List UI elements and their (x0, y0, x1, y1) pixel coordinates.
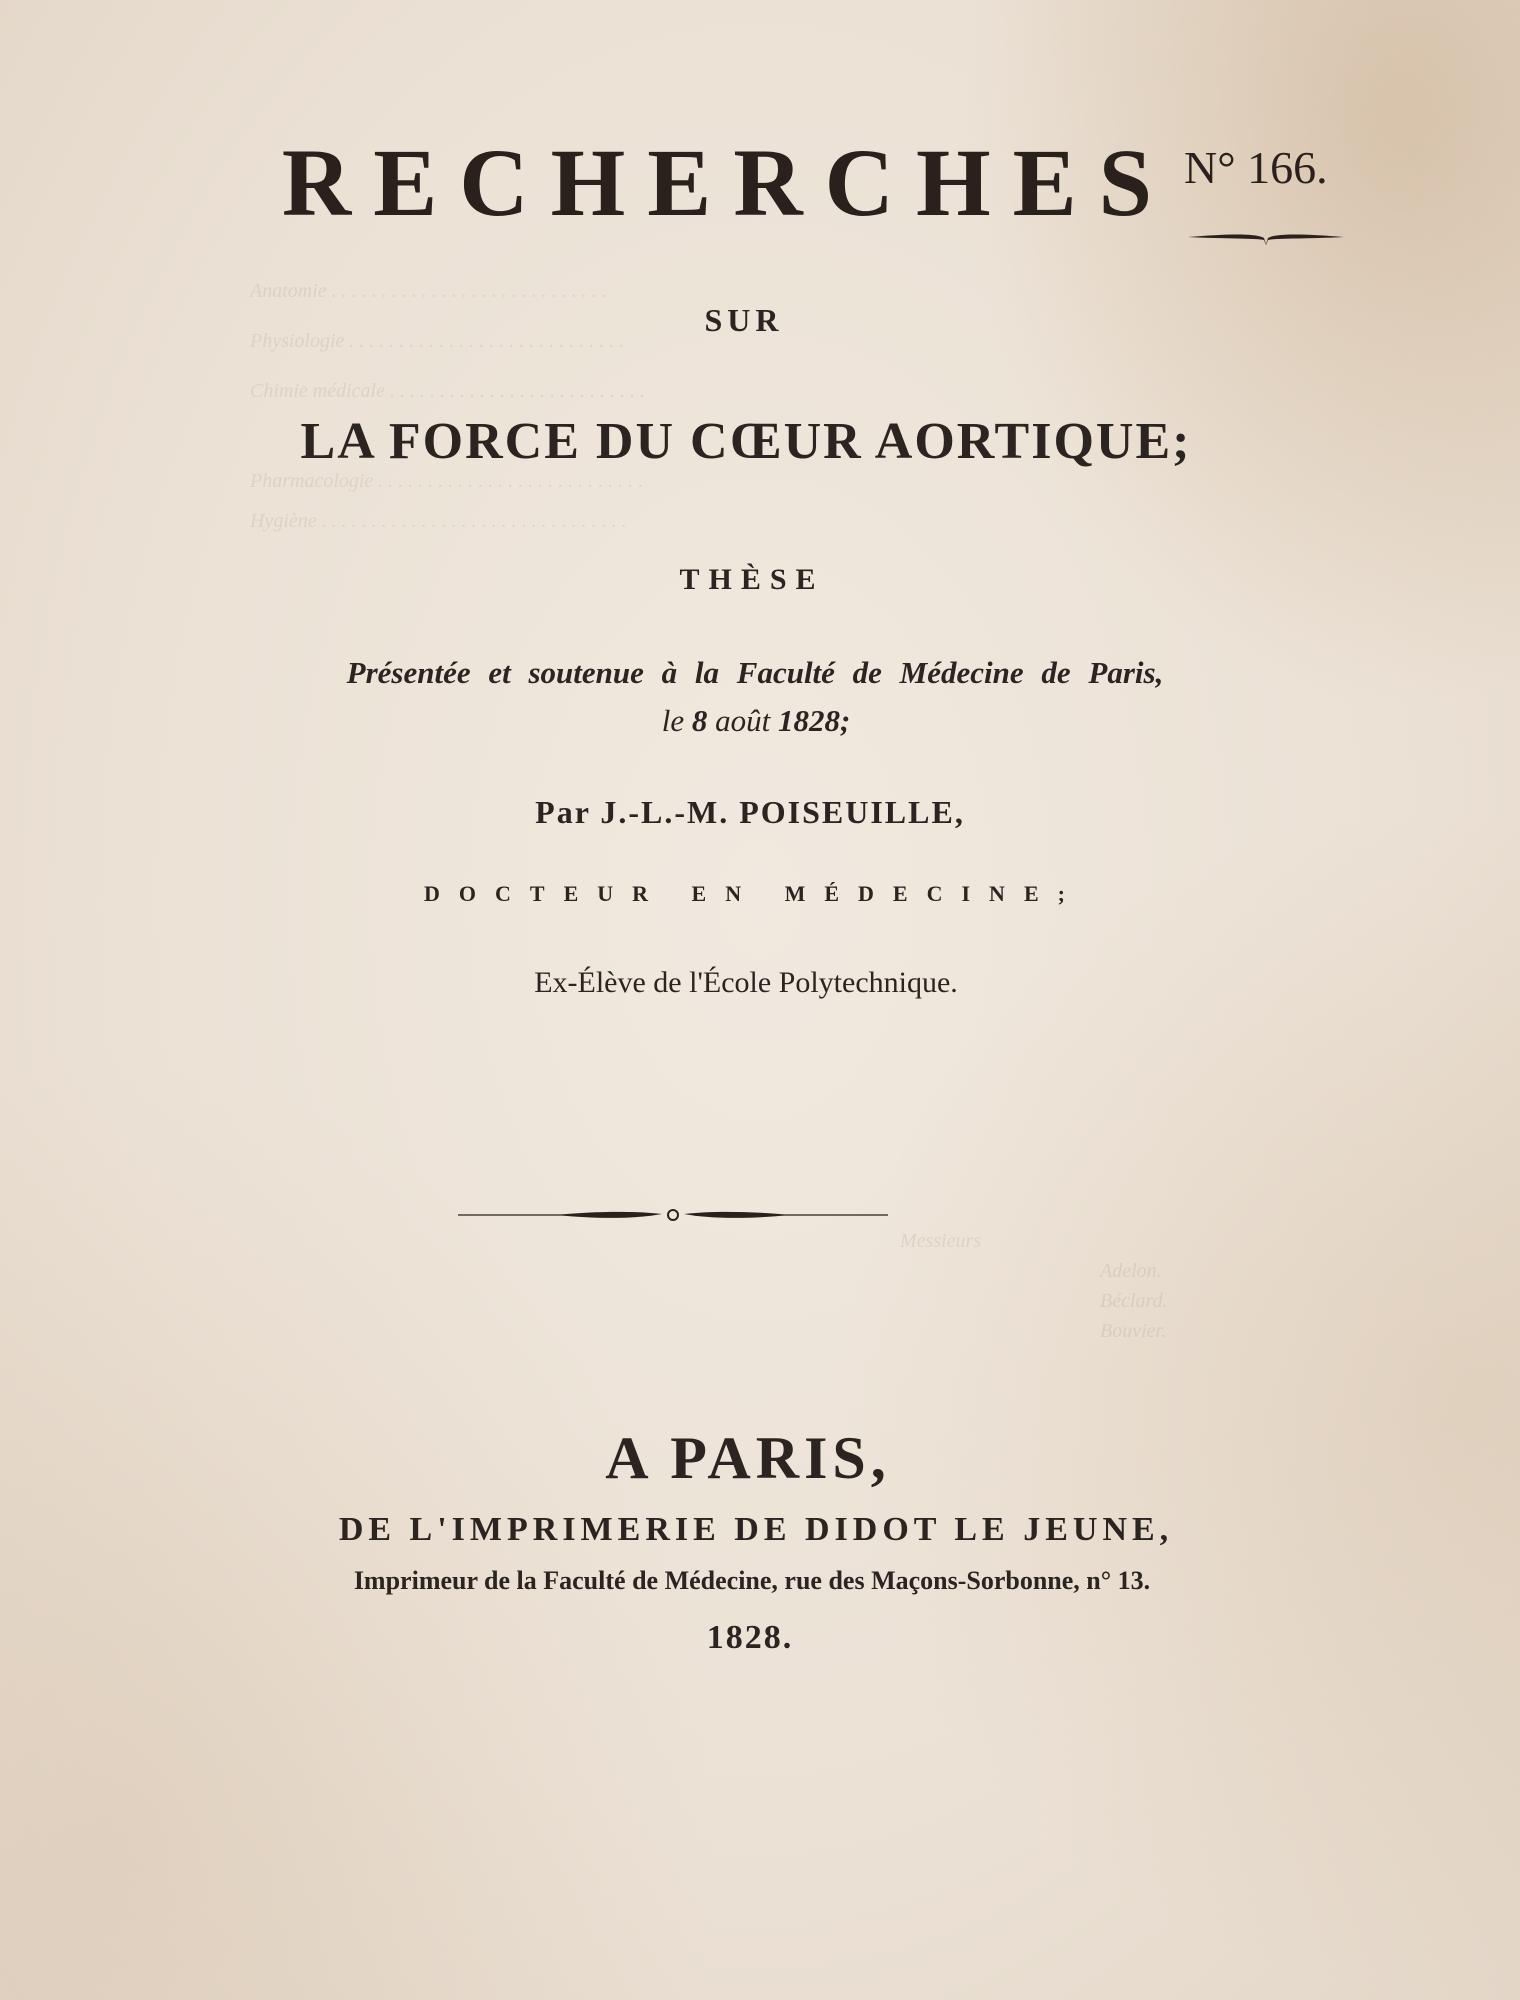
imprint-year: 1828. (706, 1619, 794, 1656)
date-month: août (715, 703, 771, 738)
show-through-text: Anatomie . . . . . . . . . . . . . . . . . . . . . . . . . . . . (250, 280, 607, 302)
author-degree: DOCTEUR EN MÉDECINE; (424, 881, 1084, 906)
author-line: Par J.-L.-M. POISEUILLE, (535, 794, 965, 830)
imprint-city: A PARIS, (605, 1425, 891, 1491)
date-prefix: le (661, 703, 685, 738)
show-through-text: Adelon. (1100, 1260, 1162, 1282)
imprint-address: Imprimeur de la Faculté de Médecine, rue des Maçons-Sorbonne, n° 13. (353, 1566, 1151, 1595)
show-through-text: Hygiène . . . . . . . . . . . . . . . . . . . . . . . . . . . . . . . (250, 510, 627, 532)
page-title: RECHERCHES (281, 129, 1175, 236)
show-through-text: Messieurs (900, 1230, 982, 1252)
document-number: N° 166. (1184, 142, 1328, 193)
show-through-text: Physiologie . . . . . . . . . . . . . . . . . . . . . . . . . . . . (250, 330, 625, 352)
thesis-subject: LA FORCE DU CŒUR AORTIQUE; (300, 413, 1192, 470)
imprint-printer: DE L'IMPRIMERIE DE DIDOT LE JEUNE, (338, 1511, 1174, 1548)
ornamental-rule-icon (456, 1204, 890, 1226)
show-through-text: Chimie médicale . . . . . . . . . . . . . . . . . . . . . . . . . . (250, 380, 645, 402)
sur-label: SUR (704, 302, 784, 338)
date-day: 8 (691, 703, 708, 738)
these-label: THÈSE (679, 563, 825, 596)
show-through-text: Bouvier. (1100, 1320, 1167, 1342)
date-year: 1828; (777, 703, 851, 738)
author-former-status: Ex-Élève de l'École Polytechnique. (534, 966, 958, 999)
presentation-line: Présentée et soutenue à la Faculté de Médecine de Paris, (346, 655, 1164, 690)
swash-rule-icon (1186, 228, 1346, 248)
show-through-text: Béclard. (1100, 1290, 1168, 1312)
show-through-text: Pharmacologie . . . . . . . . . . . . . . . . . . . . . . . . . . . (250, 470, 644, 492)
defense-date (0, 700, 1516, 742)
